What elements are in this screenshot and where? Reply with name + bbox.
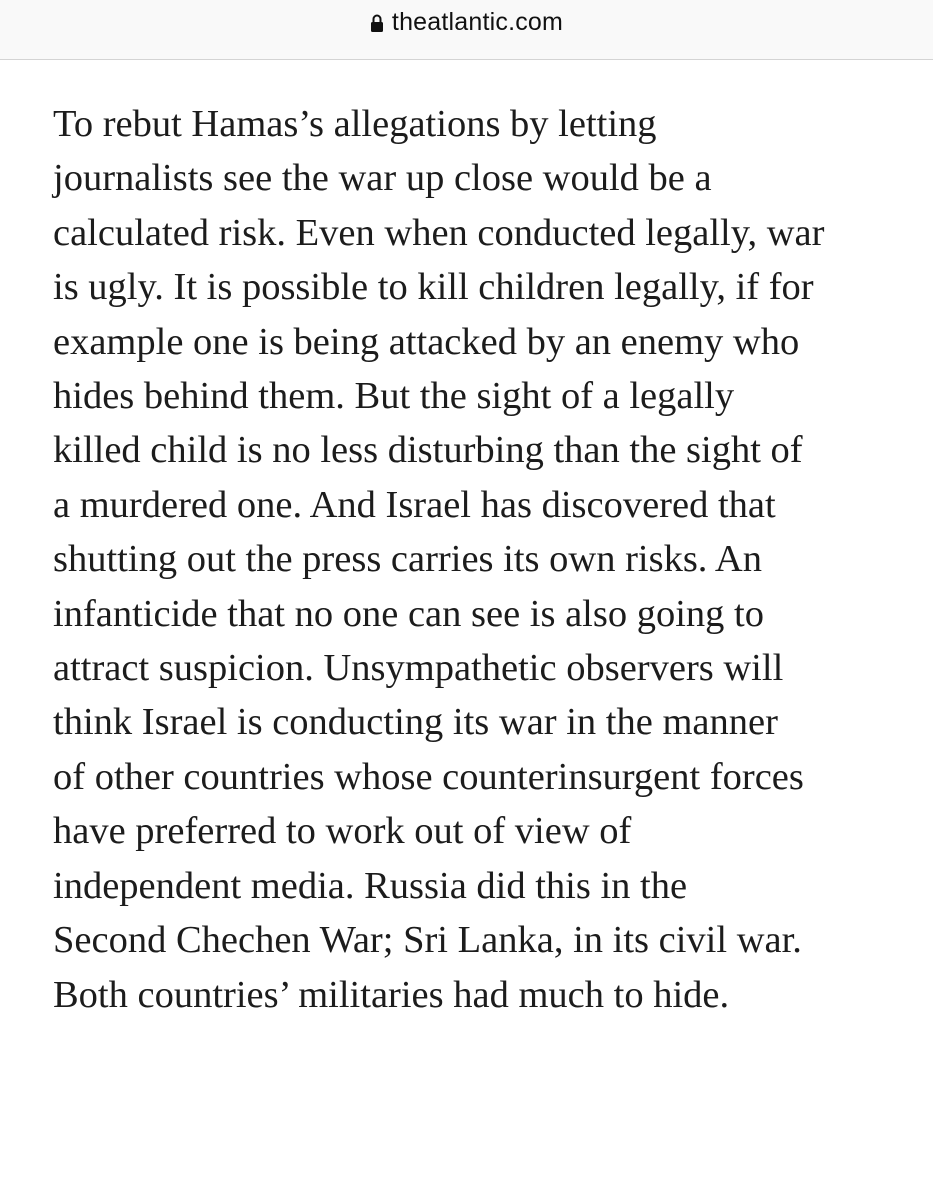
lock-icon	[370, 13, 384, 33]
address-bar[interactable]	[0, 0, 933, 60]
paragraph-line: calculated risk. Even when conducted legally, war	[53, 211, 825, 254]
paragraph-line: killed child is no less disturbing than the sight of	[53, 429, 803, 472]
paragraph-line: think Israel is conducting its war in the manner	[53, 701, 778, 744]
paragraph-line: hides behind them. But the sight of a legally	[53, 375, 735, 418]
paragraph-line: have preferred to work out of view of	[53, 810, 632, 853]
site-domain: theatlantic.com	[391, 8, 564, 36]
paragraph-line: Both countries’ militaries had much to hide.	[53, 973, 730, 1016]
paragraph-line: is ugly. It is possible to kill children legally, if for	[53, 266, 814, 309]
article-paragraph	[53, 97, 913, 1022]
article-body	[53, 97, 913, 1022]
paragraph-line: of other countries whose counterinsurgent forces	[53, 755, 804, 798]
paragraph-line: a murdered one. And Israel has discovered that	[53, 483, 776, 526]
paragraph-line: journalists see the war up close would be a	[53, 157, 712, 200]
paragraph-line: independent media. Russia did this in the	[53, 864, 688, 907]
paragraph-line: To rebut Hamas’s allegations by letting	[53, 103, 657, 145]
paragraph-line: attract suspicion. Unsympathetic observers will	[53, 647, 784, 690]
paragraph-line: infanticide that no one can see is also going to	[53, 592, 764, 635]
paragraph-line: example one is being attacked by an enemy who	[53, 320, 800, 363]
address-bar-content	[370, 8, 563, 37]
paragraph-line: Second Chechen War; Sri Lanka, in its civil war.	[53, 919, 802, 962]
paragraph-line: shutting out the press carries its own risks. An	[53, 538, 762, 581]
